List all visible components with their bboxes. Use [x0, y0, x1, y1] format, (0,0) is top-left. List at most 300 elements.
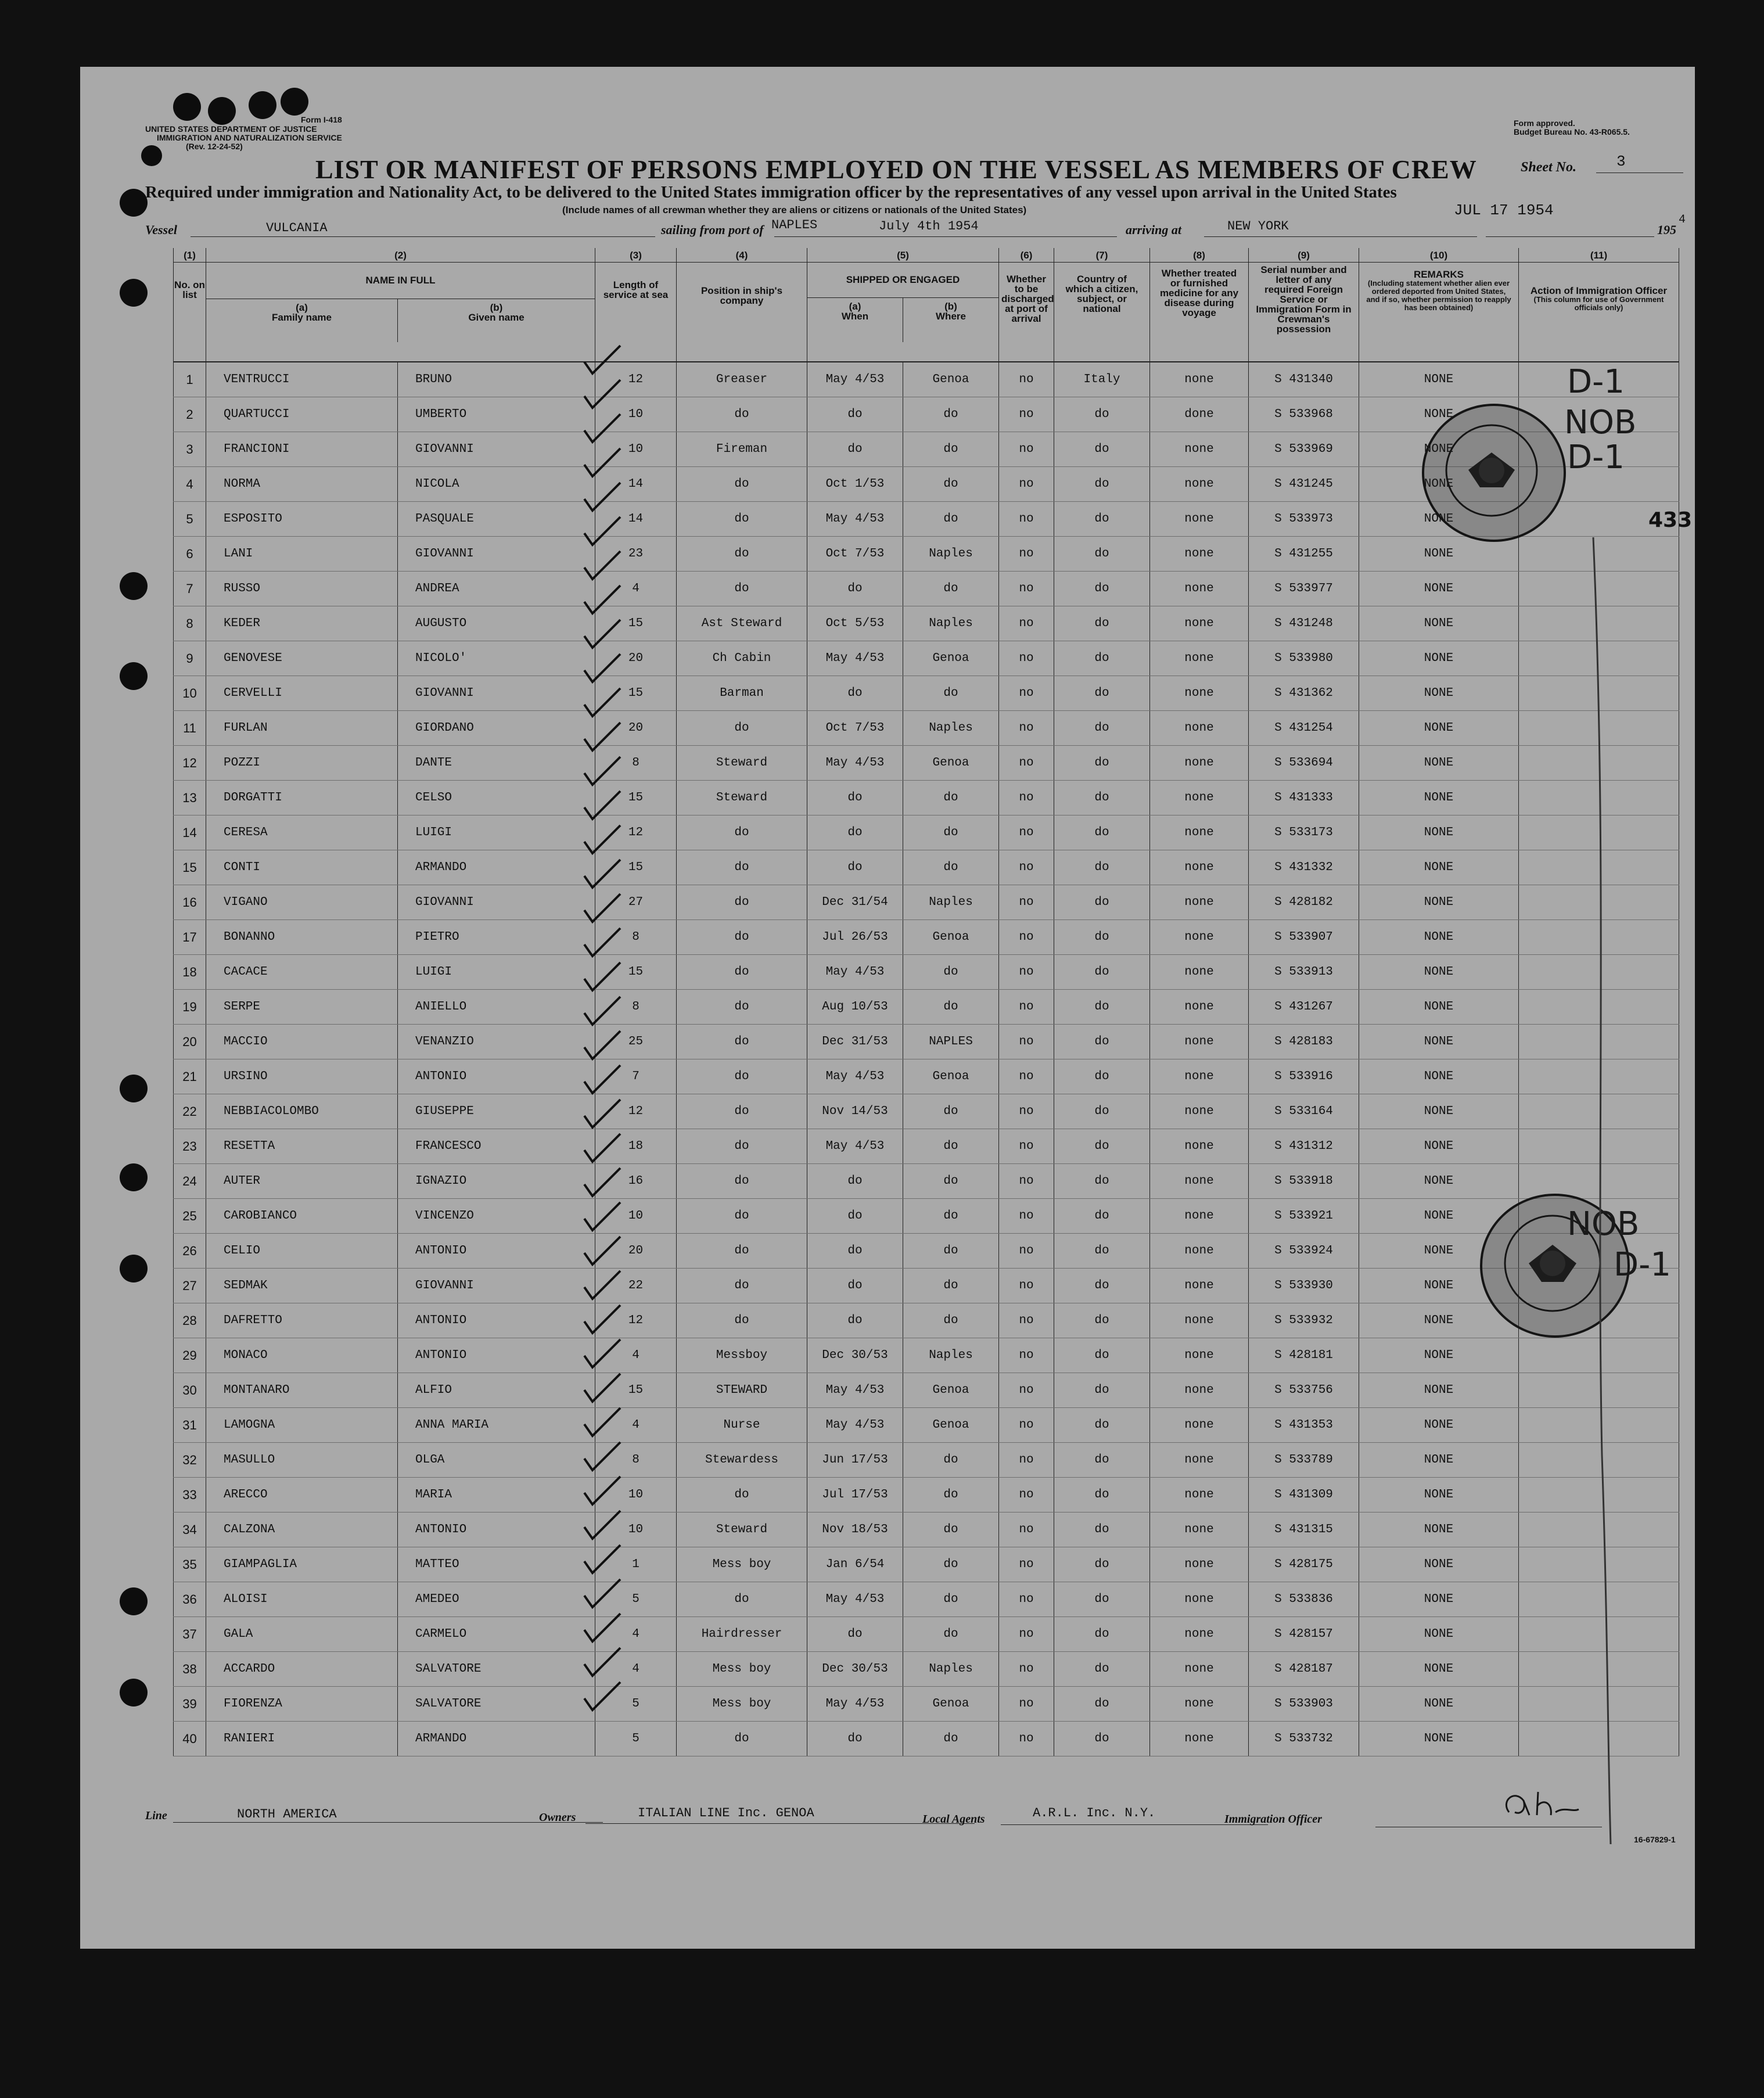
given-name-cell: LUIGI — [398, 955, 595, 990]
shipped-where-cell: do — [903, 676, 999, 711]
row-number: 33 — [174, 1478, 206, 1513]
length-of-service-cell: 4 — [595, 572, 677, 606]
given-name-cell: NICOLA — [398, 467, 595, 502]
check-mark-icon — [584, 1648, 620, 1676]
serial-number-cell: S 431332 — [1249, 850, 1359, 885]
shipped-when-cell: May 4/53 — [807, 502, 903, 537]
serial-number-cell: S 533164 — [1249, 1094, 1359, 1129]
family-name-cell: MASULLO — [206, 1443, 398, 1478]
row-number: 27 — [174, 1269, 206, 1303]
position-cell: do — [677, 816, 807, 850]
given-name-cell: NICOLO' — [398, 641, 595, 676]
family-name-cell: URSINO — [206, 1059, 398, 1094]
position-cell: do — [677, 1234, 807, 1269]
medicine-cell: none — [1150, 850, 1249, 885]
country-cell: do — [1054, 1722, 1150, 1756]
given-name-cell: VINCENZO — [398, 1199, 595, 1234]
shipped-when-cell: do — [807, 1269, 903, 1303]
medicine-cell: done — [1150, 397, 1249, 432]
serial-number-cell: S 533903 — [1249, 1687, 1359, 1722]
position-cell: Steward — [677, 781, 807, 816]
shipped-where-cell: Naples — [903, 1338, 999, 1373]
remarks-cell: NONE — [1359, 1164, 1519, 1199]
serial-number-cell: S 533968 — [1249, 397, 1359, 432]
check-mark-icon — [584, 551, 620, 579]
remarks-cell: NONE — [1359, 1443, 1519, 1478]
check-mark-icon — [584, 894, 620, 922]
shipped-when-cell: Oct 5/53 — [807, 606, 903, 641]
medicine-cell: none — [1150, 781, 1249, 816]
family-name-cell: RUSSO — [206, 572, 398, 606]
row-number: 20 — [174, 1025, 206, 1059]
header-no-on-list — [174, 263, 206, 362]
check-mark-icon — [584, 1134, 620, 1162]
given-name-cell: IGNAZIO — [398, 1164, 595, 1199]
length-of-service-cell: 15 — [595, 955, 677, 990]
punch-hole — [208, 97, 236, 125]
discharged-cell: no — [999, 432, 1054, 467]
check-mark-icon — [584, 517, 620, 545]
print-code: 16-67829-1 — [1634, 1835, 1676, 1844]
punch-hole — [249, 91, 276, 119]
shipped-when-cell: do — [807, 572, 903, 606]
serial-number-cell: S 428175 — [1249, 1547, 1359, 1582]
arriving-label: arriving at — [1126, 222, 1181, 237]
check-mark-icon — [584, 1031, 620, 1059]
service-text: IMMIGRATION AND NATURALIZATION SERVICE — [157, 133, 342, 142]
length-of-service-cell: 12 — [595, 816, 677, 850]
country-cell: do — [1054, 955, 1150, 990]
col-num-6: (6) — [999, 248, 1054, 263]
given-name-cell: DANTE — [398, 746, 595, 781]
remarks-cell: NONE — [1359, 1478, 1519, 1513]
family-name-cell: CACACE — [206, 955, 398, 990]
given-name-label: Given name — [468, 312, 524, 323]
given-name-cell: OLGA — [398, 1443, 595, 1478]
given-name-cell: ANIELLO — [398, 990, 595, 1025]
length-of-service-cell: 10 — [595, 432, 677, 467]
family-name-cell: MONTANARO — [206, 1373, 398, 1408]
country-cell: do — [1054, 502, 1150, 537]
medicine-cell: none — [1150, 1025, 1249, 1059]
discharged-cell: no — [999, 746, 1054, 781]
length-of-service-cell: 18 — [595, 1129, 677, 1164]
length-of-service-cell: 27 — [595, 885, 677, 920]
where-letter: (b) — [944, 301, 957, 312]
shipped-where-cell: do — [903, 1582, 999, 1617]
agency-block — [145, 125, 342, 151]
row-number: 39 — [174, 1687, 206, 1722]
given-name-cell: ARMANDO — [398, 850, 595, 885]
shipped-where-cell: do — [903, 1164, 999, 1199]
sailing-label: sailing from port of — [661, 222, 764, 237]
family-name-cell: GALA — [206, 1617, 398, 1652]
family-name-cell: AUTER — [206, 1164, 398, 1199]
length-of-service-cell: 8 — [595, 746, 677, 781]
position-cell: do — [677, 1303, 807, 1338]
col-num-5: (5) — [807, 248, 999, 263]
serial-number-cell: S 533973 — [1249, 502, 1359, 537]
family-name-cell: MONACO — [206, 1338, 398, 1373]
table-row — [174, 537, 1679, 572]
family-name-cell: RESETTA — [206, 1129, 398, 1164]
shipped-where-cell: do — [903, 816, 999, 850]
serial-number-cell: S 431340 — [1249, 362, 1359, 397]
position-cell: do — [677, 850, 807, 885]
officer-signature — [1497, 1780, 1590, 1827]
given-name-cell: ALFIO — [398, 1373, 595, 1408]
check-mark-icon — [584, 1579, 620, 1607]
handwritten-d1: D-1 — [1614, 1246, 1671, 1284]
family-name-cell: CALZONA — [206, 1513, 398, 1547]
arrival-date-stamp: JUL 17 1954 — [1454, 202, 1554, 219]
serial-number-cell: S 533694 — [1249, 746, 1359, 781]
header-action — [1519, 263, 1679, 362]
check-mark-icon — [584, 1476, 620, 1504]
shipped-where-cell: do — [903, 990, 999, 1025]
serial-number-cell: S 431315 — [1249, 1513, 1359, 1547]
discharged-cell: no — [999, 1269, 1054, 1303]
length-of-service-cell: 5 — [595, 1687, 677, 1722]
shipped-where-cell: do — [903, 1269, 999, 1303]
medicine-cell: none — [1150, 955, 1249, 990]
remarks-label: REMARKS — [1414, 269, 1464, 280]
medicine-cell: none — [1150, 816, 1249, 850]
shipped-where-cell: do — [903, 1547, 999, 1582]
position-cell: do — [677, 955, 807, 990]
remarks-cell: NONE — [1359, 467, 1519, 502]
family-name-cell: NORMA — [206, 467, 398, 502]
row-number: 6 — [174, 537, 206, 572]
discharged-cell: no — [999, 606, 1054, 641]
serial-number-cell: S 533913 — [1249, 955, 1359, 990]
position-cell: do — [677, 885, 807, 920]
country-cell: do — [1054, 1025, 1150, 1059]
remarks-cell: NONE — [1359, 1059, 1519, 1094]
table-row — [174, 1164, 1679, 1199]
medicine-cell: none — [1150, 1582, 1249, 1617]
discharged-cell: no — [999, 397, 1054, 432]
length-of-service-cell: 4 — [595, 1652, 677, 1687]
check-mark-icon — [584, 825, 620, 853]
position-cell: Nurse — [677, 1408, 807, 1443]
length-of-service-cell: 4 — [595, 1338, 677, 1373]
medicine-cell: none — [1150, 885, 1249, 920]
sheet-number-value: 3 — [1616, 153, 1626, 170]
discharged-cell: no — [999, 1547, 1054, 1582]
serial-number-cell: S 533173 — [1249, 816, 1359, 850]
row-number: 1 — [174, 362, 206, 397]
discharged-cell: no — [999, 1338, 1054, 1373]
table-row — [174, 1687, 1679, 1722]
shipped-when-cell: Aug 10/53 — [807, 990, 903, 1025]
shipped-when-cell: Dec 30/53 — [807, 1338, 903, 1373]
family-name-cell: SEDMAK — [206, 1269, 398, 1303]
table-row — [174, 1582, 1679, 1617]
medicine-cell: none — [1150, 1199, 1249, 1234]
shipped-when-cell: May 4/53 — [807, 362, 903, 397]
medicine-cell: none — [1150, 1059, 1249, 1094]
length-of-service-cell: 16 — [595, 1164, 677, 1199]
shipped-when-cell: May 4/53 — [807, 746, 903, 781]
given-name-cell: UMBERTO — [398, 397, 595, 432]
length-of-service-cell: 8 — [595, 990, 677, 1025]
remarks-cell: NONE — [1359, 1025, 1519, 1059]
family-name-label: Family name — [272, 312, 332, 323]
shipped-where-cell: Naples — [903, 606, 999, 641]
year-prefix: 195 — [1657, 222, 1676, 237]
country-cell: do — [1054, 1547, 1150, 1582]
medicine-cell: none — [1150, 1652, 1249, 1687]
shipped-where-cell: Genoa — [903, 362, 999, 397]
length-of-service-cell: 4 — [595, 1617, 677, 1652]
length-of-service-cell: 1 — [595, 1547, 677, 1582]
shipped-where-cell: Naples — [903, 711, 999, 746]
check-mark-icon — [584, 1271, 620, 1299]
country-cell: do — [1054, 676, 1150, 711]
given-name-cell: ANTONIO — [398, 1303, 595, 1338]
shipped-where-cell: Genoa — [903, 1408, 999, 1443]
shipped-where-cell: do — [903, 955, 999, 990]
table-row — [174, 711, 1679, 746]
medicine-cell: none — [1150, 502, 1249, 537]
serial-number-cell: S 533977 — [1249, 572, 1359, 606]
shipped-when-cell: May 4/53 — [807, 1582, 903, 1617]
table-row — [174, 850, 1679, 885]
shipped-when-cell: May 4/53 — [807, 1129, 903, 1164]
punch-hole — [120, 1587, 148, 1615]
length-of-service-cell: 12 — [595, 1303, 677, 1338]
position-cell: Hairdresser — [677, 1617, 807, 1652]
col-num-11: (11) — [1519, 248, 1679, 263]
row-number: 36 — [174, 1582, 206, 1617]
discharged-cell: no — [999, 1652, 1054, 1687]
check-mark-icon — [584, 1442, 620, 1470]
row-number: 14 — [174, 816, 206, 850]
where-header — [903, 298, 998, 342]
row-number: 30 — [174, 1373, 206, 1408]
table-row — [174, 1373, 1679, 1408]
given-name-cell: MATTEO — [398, 1547, 595, 1582]
discharged-cell: no — [999, 1025, 1054, 1059]
owners-value: ITALIAN LINE Inc. GENOA — [638, 1806, 814, 1820]
row-number: 2 — [174, 397, 206, 432]
given-name-cell: ANTONIO — [398, 1059, 595, 1094]
given-name-cell: PIETRO — [398, 920, 595, 955]
shipped-where-cell: do — [903, 1513, 999, 1547]
shipped-where-cell: Naples — [903, 537, 999, 572]
serial-number-cell: S 431255 — [1249, 537, 1359, 572]
shipped-where-cell: Genoa — [903, 1373, 999, 1408]
handwritten-d1: D-1 — [1567, 439, 1625, 476]
remarks-cell: NONE — [1359, 1547, 1519, 1582]
discharged-cell: no — [999, 850, 1054, 885]
discharged-cell: no — [999, 1478, 1054, 1513]
shipped-when-cell: do — [807, 432, 903, 467]
checkmark-column — [574, 346, 655, 1833]
row-number: 7 — [174, 572, 206, 606]
when-label: When — [841, 311, 869, 322]
country-cell: do — [1054, 1582, 1150, 1617]
length-of-service-cell: 10 — [595, 397, 677, 432]
table-row — [174, 1652, 1679, 1687]
row-number: 15 — [174, 850, 206, 885]
position-cell: Stewardess — [677, 1443, 807, 1478]
table-row — [174, 362, 1679, 397]
table-row — [174, 920, 1679, 955]
department-text: UNITED STATES DEPARTMENT OF JUSTICE — [145, 124, 317, 134]
row-number: 21 — [174, 1059, 206, 1094]
medicine-cell: none — [1150, 1617, 1249, 1652]
medicine-cell: none — [1150, 1303, 1249, 1338]
medicine-cell: none — [1150, 1513, 1249, 1547]
country-cell: do — [1054, 1094, 1150, 1129]
given-name-cell: ANNA MARIA — [398, 1408, 595, 1443]
country-cell: do — [1054, 746, 1150, 781]
row-number: 37 — [174, 1617, 206, 1652]
officer-label: Immigration Officer — [1224, 1813, 1322, 1826]
row-number: 18 — [174, 955, 206, 990]
row-number: 10 — [174, 676, 206, 711]
position-cell: Steward — [677, 1513, 807, 1547]
year-suffix: 4 — [1679, 213, 1686, 227]
family-name-cell: DAFRETTO — [206, 1303, 398, 1338]
medicine-cell: none — [1150, 676, 1249, 711]
serial-number-cell: S 428181 — [1249, 1338, 1359, 1373]
medicine-cell: none — [1150, 1129, 1249, 1164]
medicine-cell: none — [1150, 1164, 1249, 1199]
discharged-cell: no — [999, 502, 1054, 537]
serial-number-cell: S 431267 — [1249, 990, 1359, 1025]
remarks-cell: NONE — [1359, 502, 1519, 537]
remarks-cell: NONE — [1359, 1269, 1519, 1303]
table-row — [174, 1547, 1679, 1582]
family-name-cell: CAROBIANCO — [206, 1199, 398, 1234]
table-row — [174, 1443, 1679, 1478]
col-num-3: (3) — [595, 248, 677, 263]
handwritten-nob: NOB — [1564, 404, 1637, 441]
col-num-7: (7) — [1054, 248, 1150, 263]
discharged-cell: no — [999, 885, 1054, 920]
country-cell: do — [1054, 1303, 1150, 1338]
discharged-cell: no — [999, 711, 1054, 746]
family-name-cell: NEBBIACOLOMBO — [206, 1094, 398, 1129]
family-name-cell: VENTRUCCI — [206, 362, 398, 397]
check-mark-icon — [584, 1408, 620, 1436]
country-cell: do — [1054, 572, 1150, 606]
row-number: 11 — [174, 711, 206, 746]
length-of-service-cell: 5 — [595, 1722, 677, 1756]
shipped-when-cell: May 4/53 — [807, 955, 903, 990]
page-title: LIST OR MANIFEST OF PERSONS EMPLOYED ON THE VESSEL AS MEMBERS OF CREW — [315, 155, 1477, 184]
serial-number-cell: S 533836 — [1249, 1582, 1359, 1617]
form-number — [301, 116, 342, 124]
country-cell: do — [1054, 1687, 1150, 1722]
sheet-number-label: Sheet No. — [1521, 160, 1576, 175]
shipped-where-cell: Naples — [903, 885, 999, 920]
position-cell: do — [677, 502, 807, 537]
table-row — [174, 746, 1679, 781]
country-cell: Italy — [1054, 362, 1150, 397]
family-name-cell: CERESA — [206, 816, 398, 850]
medicine-cell: none — [1150, 1094, 1249, 1129]
remarks-cell: NONE — [1359, 1373, 1519, 1408]
length-of-service-cell: 15 — [595, 781, 677, 816]
punch-hole — [120, 1679, 148, 1707]
remarks-note: (Including statement whether alien ever ordered deported from United States, and if so, whether permission to reapply has been obtained) — [1366, 279, 1511, 312]
medicine-cell: none — [1150, 1687, 1249, 1722]
col-num-8: (8) — [1150, 248, 1249, 263]
position-cell: Greaser — [677, 362, 807, 397]
given-name-cell: AUGUSTO — [398, 606, 595, 641]
check-mark-icon — [584, 1374, 620, 1402]
length-of-service-cell: 7 — [595, 1059, 677, 1094]
name-in-full-label: NAME IN FULL — [206, 263, 595, 299]
shipped-when-cell: Nov 18/53 — [807, 1513, 903, 1547]
discharged-cell: no — [999, 1617, 1054, 1652]
family-name-cell: RANIERI — [206, 1722, 398, 1756]
punch-hole — [120, 662, 148, 690]
table-row — [174, 1059, 1679, 1094]
check-mark-icon — [584, 483, 620, 511]
shipped-when-cell: Jan 6/54 — [807, 1547, 903, 1582]
shipped-where-cell: do — [903, 467, 999, 502]
serial-number-cell: S 428183 — [1249, 1025, 1359, 1059]
length-of-service-cell: 8 — [595, 920, 677, 955]
remarks-cell: NONE — [1359, 781, 1519, 816]
medicine-cell: none — [1150, 1408, 1249, 1443]
remarks-cell: NONE — [1359, 1582, 1519, 1617]
position-cell: do — [677, 467, 807, 502]
family-name-cell: FURLAN — [206, 711, 398, 746]
no-on-list-label: No. on list — [174, 279, 205, 300]
remarks-cell: NONE — [1359, 850, 1519, 885]
table-row — [174, 990, 1679, 1025]
country-cell: do — [1054, 1059, 1150, 1094]
country-cell: do — [1054, 781, 1150, 816]
row-number: 31 — [174, 1408, 206, 1443]
country-cell: do — [1054, 1373, 1150, 1408]
serial-number-cell: S 533980 — [1249, 641, 1359, 676]
family-name-cell: CELIO — [206, 1234, 398, 1269]
include-note: (Include names of all crewman whether they are aliens or citizens or nationals of the United States) — [562, 204, 1027, 215]
serial-number-cell: S 533916 — [1249, 1059, 1359, 1094]
remarks-cell: NONE — [1359, 1513, 1519, 1547]
punch-hole — [120, 1075, 148, 1102]
handwritten-d1: D-1 — [1567, 363, 1625, 401]
medicine-cell: none — [1150, 467, 1249, 502]
discharged-cell: no — [999, 467, 1054, 502]
table-row — [174, 781, 1679, 816]
country-cell: do — [1054, 467, 1150, 502]
medicine-cell: none — [1150, 432, 1249, 467]
country-cell: do — [1054, 1164, 1150, 1199]
length-of-service-cell: 15 — [595, 850, 677, 885]
family-name-cell: GIAMPAGLIA — [206, 1547, 398, 1582]
position-cell: do — [677, 1199, 807, 1234]
shipped-where-cell: do — [903, 1478, 999, 1513]
country-cell: do — [1054, 1338, 1150, 1373]
position-cell: Ast Steward — [677, 606, 807, 641]
serial-number-cell: S 533907 — [1249, 920, 1359, 955]
check-mark-icon — [584, 346, 620, 373]
given-name-cell: AMEDEO — [398, 1582, 595, 1617]
position-cell: do — [677, 1582, 807, 1617]
remarks-cell: NONE — [1359, 711, 1519, 746]
length-of-service-cell: 20 — [595, 1234, 677, 1269]
header-remarks — [1359, 263, 1519, 362]
shipped-when-cell: do — [807, 1199, 903, 1234]
